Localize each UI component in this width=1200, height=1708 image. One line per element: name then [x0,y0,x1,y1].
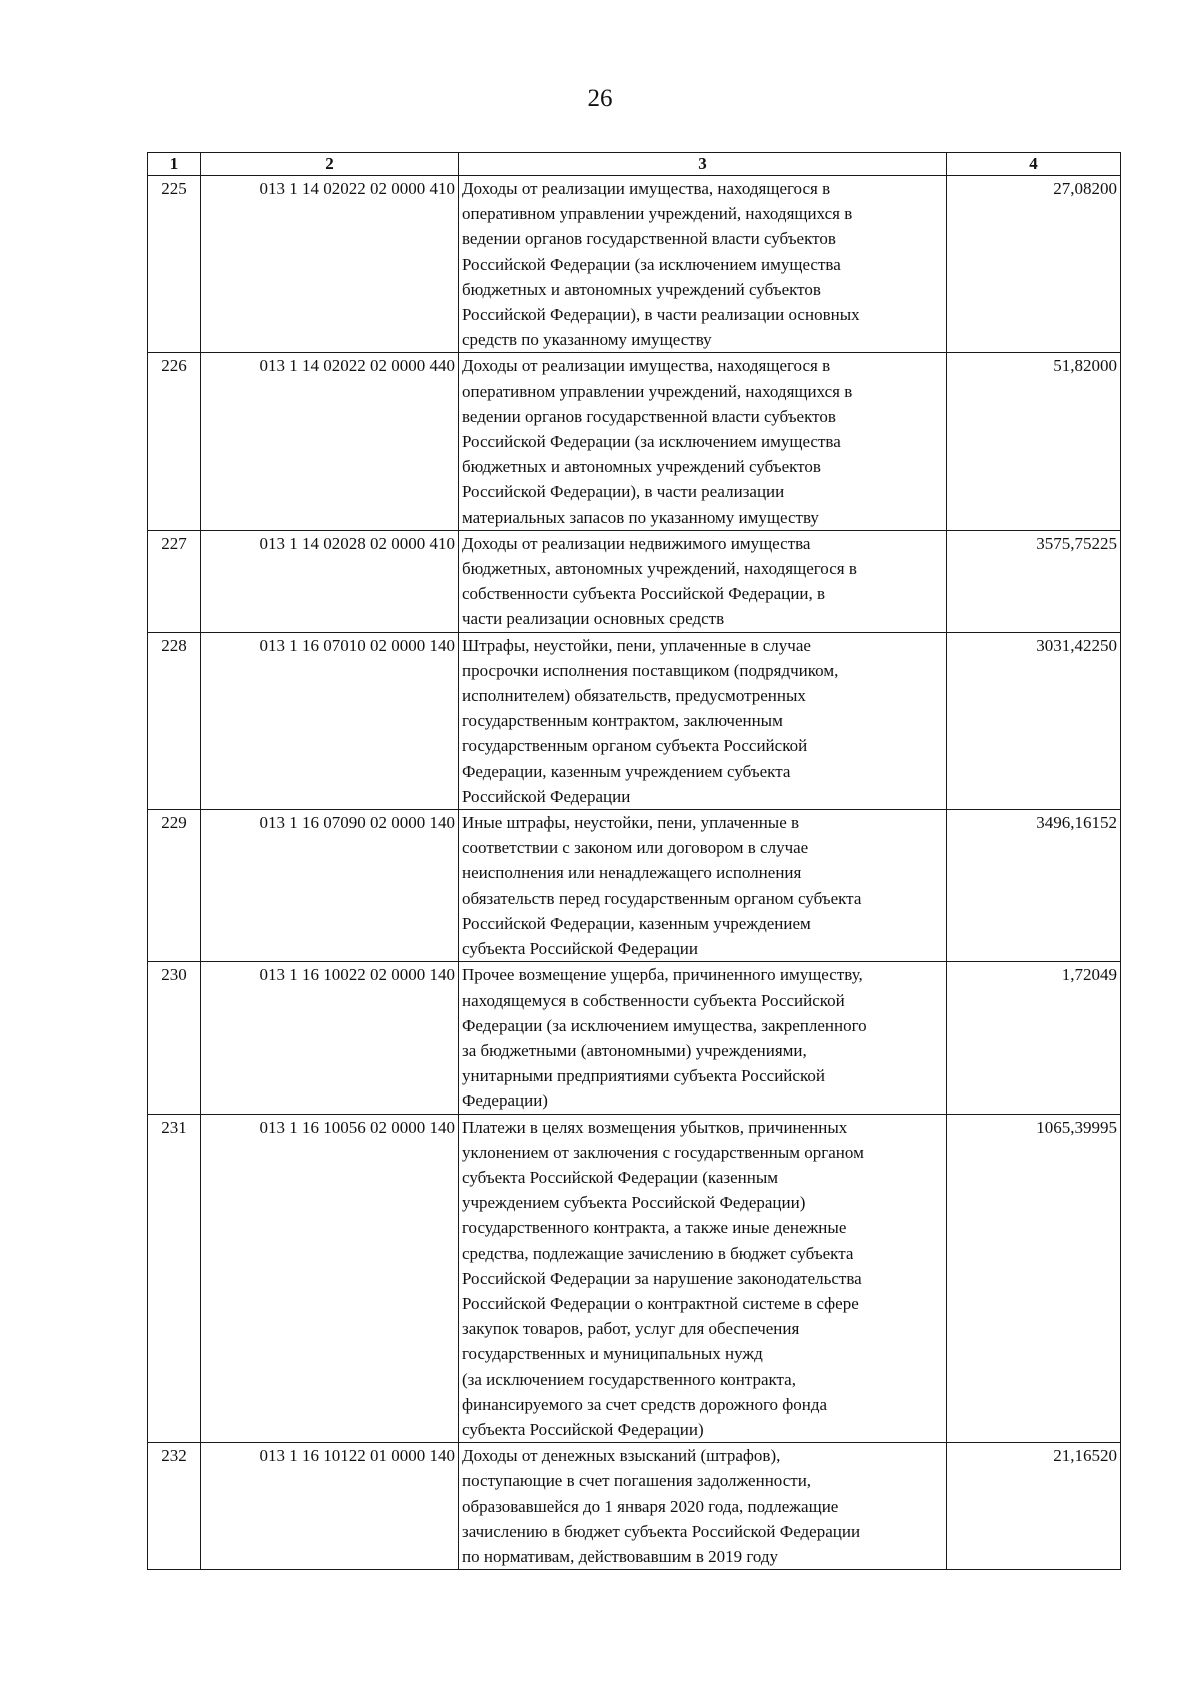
revenue-description: Доходы от реализации имущества, находящегося в оперативном управлении учреждений, находящихся в ведении органов государственной власти субъектов Российской Федерации (за исключением имущества бюджетных и автономных учреждений субъектов Российской Федерации), в части реализации основных средств по указанному имуществу [459,176,947,353]
table-row [148,632,1121,809]
table-row [148,176,1121,353]
amount: 3031,42250 [947,632,1121,809]
page-number: 26 [587,85,613,112]
revenue-description: Доходы от денежных взысканий (штрафов), поступающие в счет погашения задолженности, образовавшейся до 1 января 2020 года, подлежащие зачислению в бюджет субъекта Российской Федерации по нормативам, действовавшим в 2019 году [459,1443,947,1570]
revenue-description: Иные штрафы, неустойки, пени, уплаченные в соответствии с законом или договором в случае неисполнения или ненадлежащего исполнения обязательств перед государственным органом субъекта Российской Федерации, казенным учреждением субъекта Российской Федерации [459,810,947,962]
amount: 51,82000 [947,353,1121,530]
table-row [148,1114,1121,1443]
table-header-row [148,153,1121,176]
header-col-3: 3 [459,153,947,176]
classification-code: 013 1 16 10056 02 0000 140 [201,1114,459,1443]
row-number: 230 [148,962,201,1114]
row-number: 228 [148,632,201,809]
amount: 1065,39995 [947,1114,1121,1443]
revenue-description: Платежи в целях возмещения убытков, причиненных уклонением от заключения с государственным органом субъекта Российской Федерации (казенным учреждением субъекта Российской Федерации) государственного контракта, а также иные денежные средства, подлежащие зачислению в бюджет субъекта Российской Федерации за нарушение законодательства Российской Федерации о контрактной системе в сфере закупок товаров, работ, услуг для обеспечения государственных и муниципальных нужд (за исключением государственного контракта, финансируемого за счет средств дорожного фонда субъекта Российской Федерации) [459,1114,947,1443]
revenue-description: Штрафы, неустойки, пени, уплаченные в случае просрочки исполнения поставщиком (подрядчиком, исполнителем) обязательств, предусмотренных государственным контрактом, заключенным государственным органом субъекта Российской Федерации, казенным учреждением субъекта Российской Федерации [459,632,947,809]
amount: 3496,16152 [947,810,1121,962]
classification-code: 013 1 16 10022 02 0000 140 [201,962,459,1114]
header-col-2: 2 [201,153,459,176]
table-row [148,962,1121,1114]
revenue-description: Прочее возмещение ущерба, причиненного имуществу, находящемуся в собственности субъекта Российской Федерации (за исключением имущества, закрепленного за бюджетными (автономными) учреждениями, унитарными предприятиями субъекта Российской Федерации) [459,962,947,1114]
amount: 21,16520 [947,1443,1121,1570]
row-number: 231 [148,1114,201,1443]
amount: 3575,75225 [947,530,1121,632]
classification-code: 013 1 16 07010 02 0000 140 [201,632,459,809]
classification-code: 013 1 16 07090 02 0000 140 [201,810,459,962]
row-number: 229 [148,810,201,962]
revenue-description: Доходы от реализации имущества, находящегося в оперативном управлении учреждений, находящихся в ведении органов государственной власти субъектов Российской Федерации (за исключением имущества бюджетных и автономных учреждений субъектов Российской Федерации), в части реализации материальных запасов по указанному имуществу [459,353,947,530]
table-row [148,810,1121,962]
classification-code: 013 1 14 02022 02 0000 410 [201,176,459,353]
classification-code: 013 1 14 02022 02 0000 440 [201,353,459,530]
table-row [148,353,1121,530]
table-row [148,530,1121,632]
amount: 27,08200 [947,176,1121,353]
row-number: 227 [148,530,201,632]
row-number: 226 [148,353,201,530]
table-body [148,176,1121,1570]
row-number: 232 [148,1443,201,1570]
revenue-description: Доходы от реализации недвижимого имущества бюджетных, автономных учреждений, находящегося в собственности субъекта Российской Федерации, в части реализации основных средств [459,530,947,632]
classification-code: 013 1 14 02028 02 0000 410 [201,530,459,632]
row-number: 225 [148,176,201,353]
table-row [148,1443,1121,1570]
revenue-table [147,152,1121,1570]
header-col-1: 1 [148,153,201,176]
amount: 1,72049 [947,962,1121,1114]
header-col-4: 4 [947,153,1121,176]
classification-code: 013 1 16 10122 01 0000 140 [201,1443,459,1570]
